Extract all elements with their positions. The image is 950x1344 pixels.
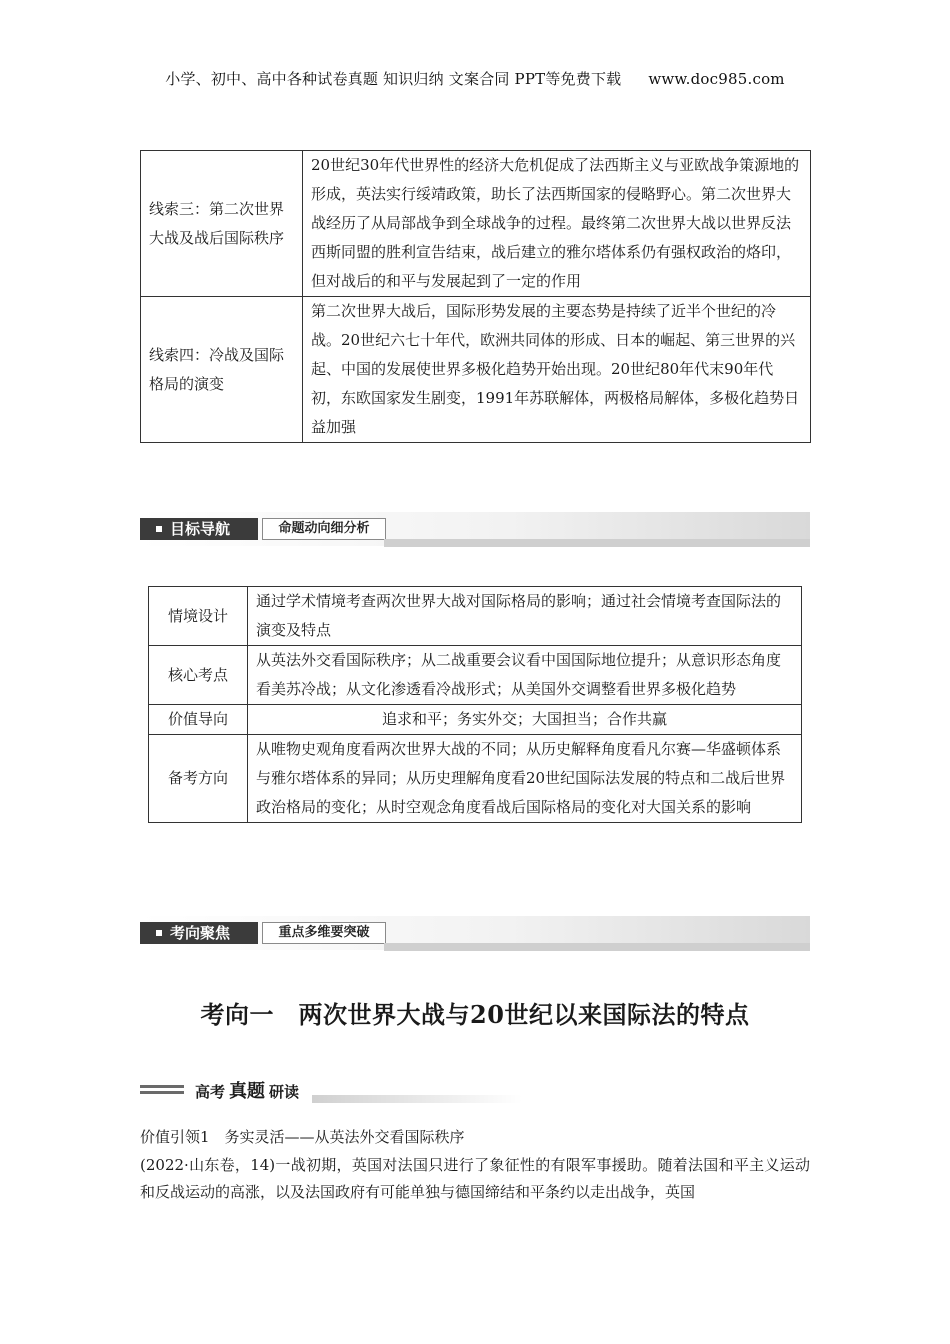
clue-table bbox=[140, 150, 811, 443]
question-text: (2022·山东卷，14)一战初期，英国对法国只进行了象征性的有限军事援助。随着法国和平主义运动和反战运动的高涨，以及法国政府有可能单独与德国缔结和平条约以走出战争，英国 bbox=[140, 1156, 810, 1201]
section-title: 考向一 两次世界大战与20世纪以来国际法的特点 bbox=[200, 1000, 750, 1029]
target-text: 从英法外交看国际秩序；从二战重要会议看中国国际地位提升；从意识形态角度看美苏冷战；从文化渗透看冷战形式；从美国外交调整看世界多极化趋势 bbox=[248, 646, 802, 705]
focus-banner bbox=[140, 916, 810, 950]
clue-label: 线索三：第二次世界大战及战后国际秩序 bbox=[141, 151, 303, 297]
exam-study-banner bbox=[140, 1075, 520, 1105]
table-row bbox=[149, 735, 802, 823]
banner-title: 考向聚焦 bbox=[170, 924, 231, 942]
target-nav-banner bbox=[140, 512, 810, 546]
square-icon bbox=[156, 930, 162, 936]
banner-title: 目标导航 bbox=[170, 520, 231, 538]
table-row bbox=[149, 646, 802, 705]
clue-text: 20世纪30年代世界性的经济大危机促成了法西斯主义与亚欧战争策源地的形成，英法实行绥靖政策，助长了法西斯国家的侵略野心。第二次世界大战经历了从局部战争到全球战争的过程。最终第二次世界大战以世界反法西斯同盟的胜利宣告结束，战后建立的雅尔塔体系仍有强权政治的烙印，但对战后的和平与发展起到了一定的作用 bbox=[303, 151, 811, 297]
label-suffix: 研读 bbox=[269, 1083, 300, 1101]
target-label: 核心考点 bbox=[149, 646, 248, 705]
header-url[interactable]: www.doc985.com bbox=[648, 70, 785, 88]
clue-text: 第二次世界大战后，国际形势发展的主要态势是持续了近半个世纪的冷战。20世纪六七十年代，欧洲共同体的形成、日本的崛起、第三世界的兴起、中国的发展使世界多极化趋势开始出现。20世纪80年代末90年代初，东欧国家发生剧变，1991年苏联解体，两极格局解体，多极化趋势日益加强 bbox=[303, 297, 811, 443]
label-prefix: 高考 bbox=[195, 1083, 226, 1101]
banner-line bbox=[312, 1095, 522, 1103]
page-header bbox=[0, 68, 950, 89]
table-row bbox=[141, 151, 811, 297]
banner-title-box bbox=[140, 518, 258, 540]
target-label: 情境设计 bbox=[149, 587, 248, 646]
exam-study-label bbox=[195, 1077, 299, 1103]
banner-subtitle: 命题动向细分析 bbox=[262, 518, 386, 540]
table-row bbox=[149, 705, 802, 735]
banner-stripe bbox=[384, 539, 810, 547]
label-main: 真题 bbox=[229, 1081, 266, 1102]
banner-title-box bbox=[140, 922, 258, 944]
target-text: 通过学术情境考查两次世界大战对国际格局的影响；通过社会情境考查国际法的演变及特点 bbox=[248, 587, 802, 646]
table-row bbox=[149, 587, 802, 646]
target-label: 备考方向 bbox=[149, 735, 248, 823]
header-text: 小学、初中、高中各种试卷真题 知识归纳 文案合同 PPT等免费下载 bbox=[165, 70, 622, 88]
table-row bbox=[141, 297, 811, 443]
square-icon bbox=[156, 526, 162, 532]
banner-subtitle: 重点多维要突破 bbox=[262, 922, 386, 944]
bars-icon bbox=[140, 1085, 184, 1097]
value-guide-line: 价值引领1 务实灵活——从英法外交看国际秩序 bbox=[140, 1128, 465, 1146]
target-text: 从唯物史观角度看两次世界大战的不同；从历史解释角度看凡尔赛—华盛顿体系与雅尔塔体系的异同；从历史理解角度看20世纪国际法发展的特点和二战后世界政治格局的变化；从时空观念角度看战后国际格局的变化对大国关系的影响 bbox=[248, 735, 802, 823]
target-label: 价值导向 bbox=[149, 705, 248, 735]
clue-label: 线索四：冷战及国际格局的演变 bbox=[141, 297, 303, 443]
target-text: 追求和平；务实外交；大国担当；合作共赢 bbox=[248, 705, 802, 735]
banner-stripe bbox=[384, 943, 810, 951]
target-table bbox=[148, 586, 802, 823]
